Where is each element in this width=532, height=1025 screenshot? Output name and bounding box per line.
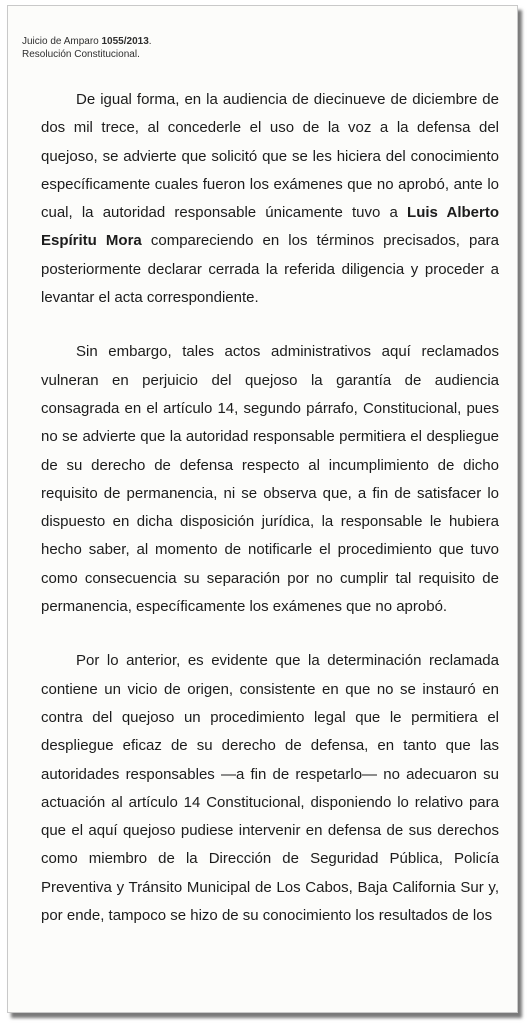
document-page (7, 5, 518, 1013)
case-prefix: Juicio de Amparo (22, 36, 102, 47)
case-suffix: . (148, 36, 152, 47)
paragraph-1-text-before: De igual forma, en la audiencia de diecinueve de diciembre de dos mil trece, al concederle el uso de la voz a la defensa del quejoso, se advierte que solicitó que se les hiciera del conocimiento específicamente cuales fueron los exámenes que no aprobó, ante lo cual, la autoridad responsable únicamente tuvo a (41, 91, 499, 222)
case-number: 1055/2013 (101, 36, 149, 47)
document-body (41, 86, 499, 930)
paragraph-2: Sin embargo, tales actos administrativos aquí reclamados vulneran en perjuicio del quejoso la garantía de audiencia consagrada en el artículo 14, segundo párrafo, Constitucional, pues no se advierte que la autoridad responsable permitiera el despliegue de su derecho de defensa respecto al incumplimiento de dicho requisito de permanencia, ni se observa que, a fin de satisfacer lo dispuesto en dicha disposición jurídica, la responsable le hubiera hecho saber, al momento de notificarle el procedimiento que tuvo como consecuencia su separación por no cumplir tal requisito de permanencia, específicamente los exámenes que no aprobó. (41, 343, 499, 616)
paragraph-1-text-after: compareciendo en los términos precisados, para posteriormente declarar cerrada la referida diligencia y proceder a levantar el acta correspondiente. (41, 232, 499, 307)
paragraph-3: Por lo anterior, es evidente que la determinación reclamada contiene un vicio de origen, consistente en que no se instauró en contra del quejoso un procedimiento legal que le permitiera el despliegue eficaz de su derecho de defensa, en tanto que las autoridades responsables —a fin de respetarlo— no adecuaron su actuación al artículo 14 Constitucional, disponiendo lo relativo para que el aquí quejoso pudiese intervenir en defensa de sus derechos como miembro de la Dirección de Seguridad Pública, Policía Preventiva y Tránsito Municipal de Los Cabos, Baja California Sur y, por ende, tampoco se hizo de su conocimiento los resultados de los (41, 652, 499, 925)
document-header (22, 35, 152, 61)
resolution-subtitle: Resolución Constitucional. (22, 49, 140, 60)
person-name: Luis Alberto Espíritu Mora (41, 204, 499, 250)
case-line (22, 35, 152, 48)
paragraph-1 (41, 86, 499, 312)
